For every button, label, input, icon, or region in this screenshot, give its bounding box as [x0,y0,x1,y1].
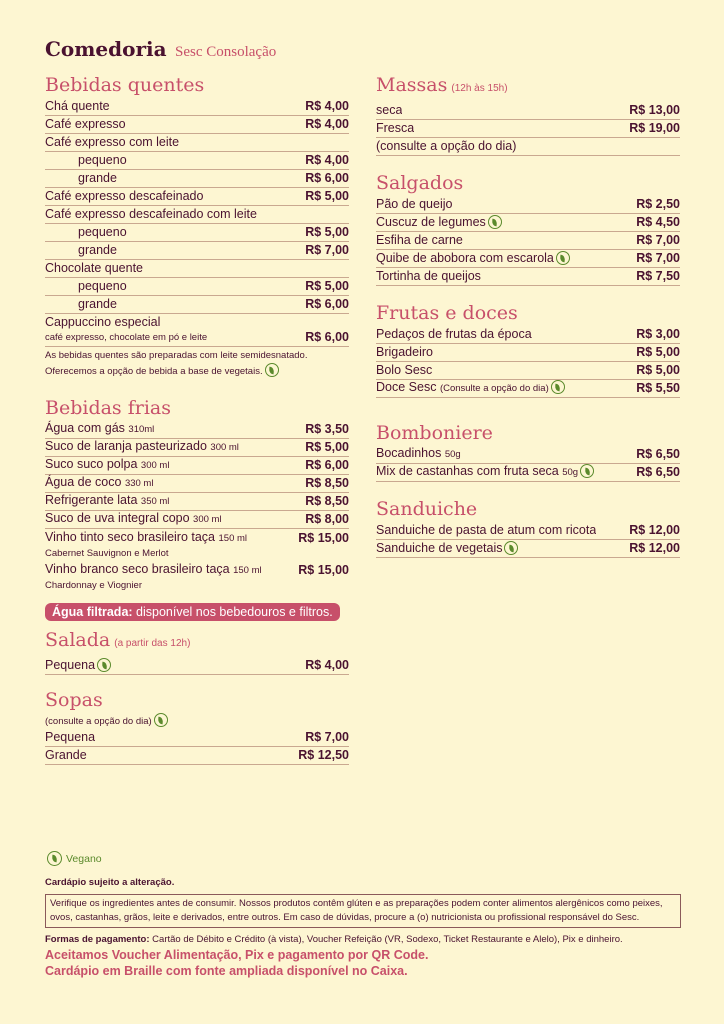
item-name: Pedaços de frutas da época [376,327,532,341]
sopas-note: (consulte a opção do dia) [45,713,349,729]
menu-item-row [45,224,349,242]
menu-item-row [45,116,349,134]
item-name: seca [376,103,403,117]
item-price: R$ 5,00 [305,279,349,293]
item-name: Suco de laranja pasteurizado 300 ml [45,439,239,453]
vegan-legend: Vegano [45,851,681,866]
item-name: Suco de uva integral copo 300 ml [45,511,222,525]
menu-item-row [45,152,349,170]
menu-item-row [376,540,680,558]
item-name: pequeno [78,225,127,239]
item-detail: 300 ml [210,442,239,453]
item-detail: 330 ml [124,478,154,489]
item-price: R$ 7,50 [636,269,680,283]
item-price: R$ 8,50 [305,494,349,508]
item-detail: 150 ml [233,565,262,576]
vegetal-note: Oferecemos a opção de bebida a base de vegetais. [45,363,349,379]
leaf-icon [488,215,502,229]
menu-item-row [376,446,680,464]
voucher-line: Aceitamos Voucher Alimentação, Pix e pagamento por QR Code. [45,948,429,962]
section-title: Bebidas frias [45,397,171,419]
item-name: Café expresso com leite [45,135,180,149]
menu-item-row [376,138,680,156]
item-detail: 300 ml [140,460,170,471]
item-name: Café expresso descafeinado com leite [45,207,257,221]
leaf-icon [551,380,565,394]
item-name: Pequena [45,730,96,744]
item-price: R$ 4,00 [305,153,349,167]
item-price: R$ 19,00 [629,121,680,135]
item-note: Cabernet Sauvignon e Merlot [45,548,169,559]
item-note: Chardonnay e Viognier [45,580,143,591]
item-name: Vinho tinto seco brasileiro taça 150 ml [45,530,248,544]
section-title: Salgados [376,172,464,194]
salada-list [45,657,349,675]
item-price: R$ 8,50 [305,476,349,490]
menu-item-row [45,98,349,116]
item-price: R$ 15,00 [298,563,349,577]
item-price: R$ 8,00 [305,512,349,526]
item-price: R$ 6,50 [636,465,680,479]
item-name: pequeno [78,279,127,293]
item-price: R$ 5,00 [636,363,680,377]
menu-item-row [45,493,349,511]
item-price: R$ 7,00 [305,243,349,257]
item-price: R$ 5,00 [305,225,349,239]
item-detail: 350 ml [140,496,170,507]
item-name: Café expresso descafeinado [45,189,204,203]
item-name: Chá quente [45,99,110,113]
item-price: R$ 5,00 [305,440,349,454]
item-name: Quibe de abobora com escarola [376,250,570,267]
frutas-list [376,326,680,398]
sujeito-alteracao: Cardápio sujeito a alteração. [45,877,175,888]
item-name: Tortinha de queijos [376,269,481,283]
menu-item-row [376,326,680,344]
item-price: R$ 3,00 [636,327,680,341]
item-price: R$ 6,50 [636,447,680,461]
item-name: Cappuccino especial [45,315,161,329]
item-name: Pão de queijo [376,197,453,211]
item-name: Brigadeiro [376,345,433,359]
menu-item-row [376,120,680,138]
item-price: R$ 7,00 [636,251,680,265]
item-price: R$ 12,00 [629,523,680,537]
section-title: Bomboniere [376,422,493,444]
item-price: R$ 7,00 [305,730,349,744]
menu-item-row [45,278,349,296]
item-price: R$ 7,00 [636,233,680,247]
menu-item-row [45,421,349,439]
item-name: Água de coco 330 ml [45,475,154,489]
menu-item-row [376,522,680,540]
section-title: Massas (12h às 15h) [376,74,508,96]
menu-item-row [376,380,680,398]
item-name: Mix de castanhas com fruta seca 50g [376,463,594,481]
item-name: Pequena [45,657,111,674]
section-title: Sanduiche [376,498,478,520]
leaf-icon [265,363,279,377]
item-name: grande [78,297,117,311]
item-name: Fresca [376,121,415,135]
item-name: (consulte a opção do dia) [376,139,517,153]
item-price: R$ 6,00 [305,171,349,185]
brand-title: Comedoria [45,37,167,61]
item-price: R$ 6,00 [305,330,349,344]
leaf-icon [97,658,111,672]
salgados-list [376,196,680,286]
menu-item-row [45,242,349,260]
hot-drinks-note: As bebidas quentes são preparadas com leite semidesnatado. [45,350,308,361]
menu-item-row [45,170,349,188]
item-name: Refrigerante lata 350 ml [45,493,170,507]
menu-item-row [376,464,680,482]
menu-item-row [45,134,349,152]
item-name: Chocolate quente [45,261,143,275]
menu-item-row [376,250,680,268]
menu-item-row [45,475,349,493]
bomboniere-list [376,446,680,482]
item-detail: 50g [444,449,461,460]
section-title: Salada (a partir das 12h) [45,629,191,651]
item-price: R$ 12,50 [298,748,349,762]
section-title: Sopas [45,689,103,711]
item-price: R$ 4,50 [636,215,680,229]
bebidas-frias-list [45,421,349,593]
menu-item-row [45,529,349,547]
item-name: Esfiha de carne [376,233,463,247]
brand-subtitle: Sesc Consolação [175,44,277,60]
item-price: R$ 6,00 [305,458,349,472]
sanduiche-list [376,522,680,558]
item-price: R$ 5,00 [305,189,349,203]
item-name: Água com gás 310ml [45,421,155,435]
menu-item-row [45,511,349,529]
right-column [376,72,680,558]
menu-item-row [45,188,349,206]
payment-methods: Formas de pagamento: Cartão de Débito e Crédito (à vista), Voucher Refeição (VR, Sodexo, Ticket Restaurante e Alelo), Pix e dinheiro. [45,934,623,945]
item-price: R$ 3,50 [305,422,349,436]
leaf-icon [504,541,518,555]
item-name: Café expresso [45,117,126,131]
item-name: Bocadinhos 50g [376,446,461,460]
item-price: R$ 5,00 [636,345,680,359]
menu-item-row [45,296,349,314]
item-detail: 150 ml [218,533,248,544]
menu-item-row [376,102,680,120]
item-name: pequeno [78,153,127,167]
item-price: R$ 12,00 [629,541,680,555]
item-name: grande [78,243,117,257]
menu-item-row [45,657,349,675]
menu-item-row [45,747,349,765]
cappuccino-item [45,314,349,347]
allergen-notice: Verifique os ingredientes antes de consumir. Nossos produtos contêm glúten e as preparações podem conter alimentos alergênicos como peixes, ovos, castanhas, grãos, leite e derivados, entre outros. Em caso de dúvidas, procure a (o) nutricionista ou profissional responsável do Sesc. [45,894,681,928]
menu-item-row [376,362,680,380]
item-price: R$ 4,00 [305,99,349,113]
menu-item-row [45,260,349,278]
item-name: Sanduiche de pasta de atum com ricota [376,523,597,537]
menu-item-row [45,457,349,475]
menu-item-row [376,344,680,362]
item-price: R$ 13,00 [629,103,680,117]
item-name: Grande [45,748,87,762]
item-price: R$ 5,50 [636,381,680,395]
item-name: Sanduiche de vegetais [376,540,518,557]
massas-list [376,102,680,156]
braille-line: Cardápio em Braille com fonte ampliada disponível no Caixa. [45,964,408,978]
menu-item-row [45,439,349,457]
item-detail: 300 ml [193,514,222,525]
item-price: R$ 6,00 [305,297,349,311]
section-title: Frutas e doces [376,302,518,324]
item-detail: 50g [562,467,579,478]
item-name: grande [78,171,117,185]
item-price: R$ 15,00 [298,531,349,545]
item-detail: 310ml [128,424,155,435]
bebidas-quentes-list [45,98,349,314]
sopas-list [45,729,349,765]
item-desc: café expresso, chocolate em pó e leite [45,332,208,343]
leaf-icon [556,251,570,265]
item-price: R$ 4,00 [305,658,349,672]
item-name: Vinho branco seco brasileiro taça 150 ml [45,562,262,576]
menu-item-row [376,196,680,214]
menu-item-row [45,729,349,747]
menu-item-row [376,268,680,286]
item-price: R$ 2,50 [636,197,680,211]
item-name: Doce Sesc (Consulte a opção do dia) [376,379,565,397]
page-header [45,37,276,61]
item-price: R$ 4,00 [305,117,349,131]
item-name: Bolo Sesc [376,363,433,377]
left-column [45,72,349,765]
menu-item-row [376,232,680,250]
footer [45,851,681,979]
leaf-icon [47,851,62,866]
menu-item-row [45,561,349,579]
menu-item-row [376,214,680,232]
leaf-icon [154,713,168,727]
menu-item-row [45,206,349,224]
agua-filtrada-badge: Água filtrada: disponível nos bebedouros e filtros. [45,603,340,621]
section-title: Bebidas quentes [45,74,205,96]
leaf-icon [580,464,594,478]
item-detail: (Consulte a opção do dia) [439,383,549,394]
item-name: Suco suco polpa 300 ml [45,457,170,471]
item-name: Cuscuz de legumes [376,214,502,231]
